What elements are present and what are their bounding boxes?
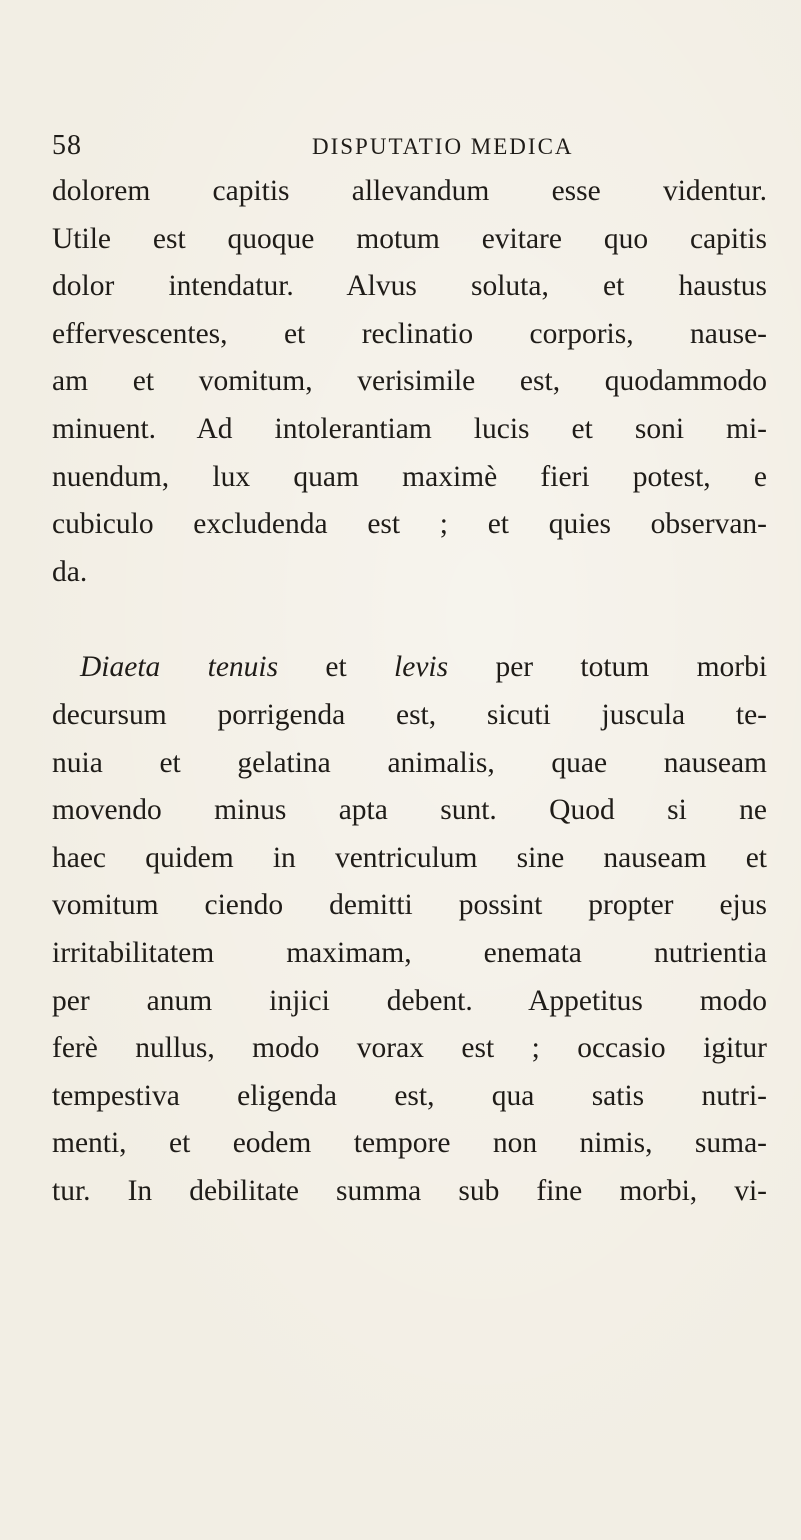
text-line: dolorem capitis allevandum esse videntur. [52, 175, 767, 207]
italic-word: Diaeta [80, 651, 161, 684]
text-line: decursum porrigenda est, sicuti juscula te- [52, 698, 767, 731]
text-line: da. [52, 555, 88, 588]
text-line: cubiculo excludenda est ; et quies observan- [52, 508, 767, 541]
paragraph-1 [52, 168, 767, 596]
text-line: movendo minus apta sunt. Quod si ne [52, 794, 767, 827]
text-line: nuia et gelatina animalis, quae nauseam [52, 746, 767, 779]
text-line: effervescentes, et reclinatio corporis, nause- [52, 317, 767, 350]
text-line: menti, et eodem tempore non nimis, suma- [52, 1127, 767, 1160]
text-line: ferè nullus, modo vorax est ; occasio igitur [52, 1032, 767, 1065]
text-line: am et vomitum, verisimile est, quodammodo [52, 365, 767, 398]
text-line: tur. In debilitate summa sub fine morbi, vi- [52, 1174, 767, 1207]
plain-words: per totum morbi [495, 651, 768, 684]
italic-word: tenuis [207, 651, 279, 684]
paragraph-2 [52, 644, 767, 1215]
text-line: Utile est quoque motum evitare quo capitis [52, 222, 767, 255]
text-line: per anum injici debent. Appetitus modo [52, 984, 767, 1017]
text-line: haec quidem in ventriculum sine nauseam et [52, 841, 767, 874]
text-line: minuent. Ad intolerantiam lucis et soni mi- [52, 412, 767, 445]
italic-word: levis [394, 651, 449, 684]
paragraph-gap [52, 596, 767, 644]
text-line: vomitum ciendo demitti possint propter ejus [52, 889, 767, 922]
running-title: DISPUTATIO MEDICA [312, 134, 574, 159]
text-line: dolor intendatur. Alvus soluta, et haustus [52, 270, 767, 303]
text-line-first [52, 644, 767, 692]
page-number: 58 [52, 130, 82, 161]
page-header [0, 130, 801, 170]
text-line: irritabilitatem maximam, enemata nutrientia [52, 936, 767, 969]
text-line: nuendum, lux quam maximè fieri potest, e [52, 460, 767, 493]
plain-word: et [325, 651, 347, 684]
text-line: tempestiva eligenda est, qua satis nutri- [52, 1079, 767, 1112]
body-text [52, 168, 767, 1215]
